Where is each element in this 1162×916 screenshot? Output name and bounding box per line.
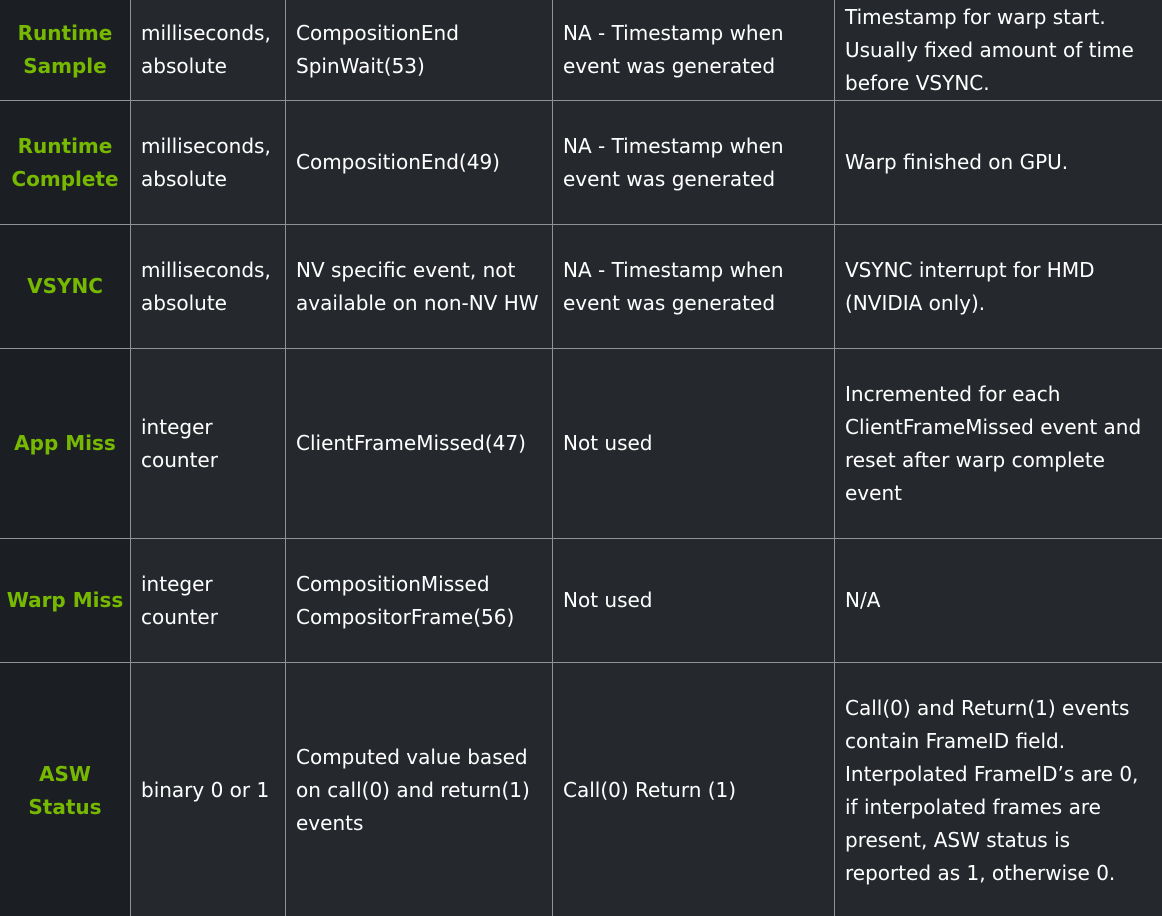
- event-cell: ClientFrameMissed(47): [286, 349, 553, 539]
- parameter-cell: Runtime Complete: [0, 101, 131, 225]
- units-cell: integer counter: [131, 539, 286, 663]
- table-row: [0, 349, 1162, 539]
- description-cell: N/A: [835, 539, 1162, 663]
- description-cell: Incremented for each ClientFrameMissed event and reset after warp complete event: [835, 349, 1162, 539]
- timestamp-cell: NA - Timestamp when event was generated: [553, 225, 835, 349]
- units-cell: milliseconds, absolute: [131, 101, 286, 225]
- table-row: [0, 663, 1162, 916]
- table-row: [0, 0, 1162, 101]
- parameter-cell: App Miss: [0, 349, 131, 539]
- event-cell: Computed value based on call(0) and return(1) events: [286, 663, 553, 916]
- event-cell: NV specific event, not available on non-NV HW: [286, 225, 553, 349]
- parameter-cell: VSYNC: [0, 225, 131, 349]
- description-cell: Warp finished on GPU.: [835, 101, 1162, 225]
- parameter-cell: ASW Status: [0, 663, 131, 916]
- units-cell: milliseconds, absolute: [131, 0, 286, 101]
- timestamp-cell: NA - Timestamp when event was generated: [553, 0, 835, 101]
- description-cell: Call(0) and Return(1) events contain FrameID field. Interpolated FrameID’s are 0, if interpolated frames are present, ASW status is reported as 1, otherwise 0.: [835, 663, 1162, 916]
- units-cell: integer counter: [131, 349, 286, 539]
- timestamp-cell: NA - Timestamp when event was generated: [553, 101, 835, 225]
- event-cell: CompositionEnd SpinWait(53): [286, 0, 553, 101]
- event-cell: CompositionEnd(49): [286, 101, 553, 225]
- table-row: [0, 101, 1162, 225]
- description-cell: VSYNC interrupt for HMD (NVIDIA only).: [835, 225, 1162, 349]
- parameter-cell: Warp Miss: [0, 539, 131, 663]
- event-cell: CompositionMissed CompositorFrame(56): [286, 539, 553, 663]
- table-row: [0, 539, 1162, 663]
- description-cell: Timestamp for warp start. Usually fixed amount of time before VSYNC.: [835, 0, 1162, 101]
- table-row: [0, 225, 1162, 349]
- timestamp-cell: Call(0) Return (1): [553, 663, 835, 916]
- units-cell: binary 0 or 1: [131, 663, 286, 916]
- timestamp-cell: Not used: [553, 349, 835, 539]
- parameter-cell: Runtime Sample: [0, 0, 131, 101]
- timestamp-cell: Not used: [553, 539, 835, 663]
- units-cell: milliseconds, absolute: [131, 225, 286, 349]
